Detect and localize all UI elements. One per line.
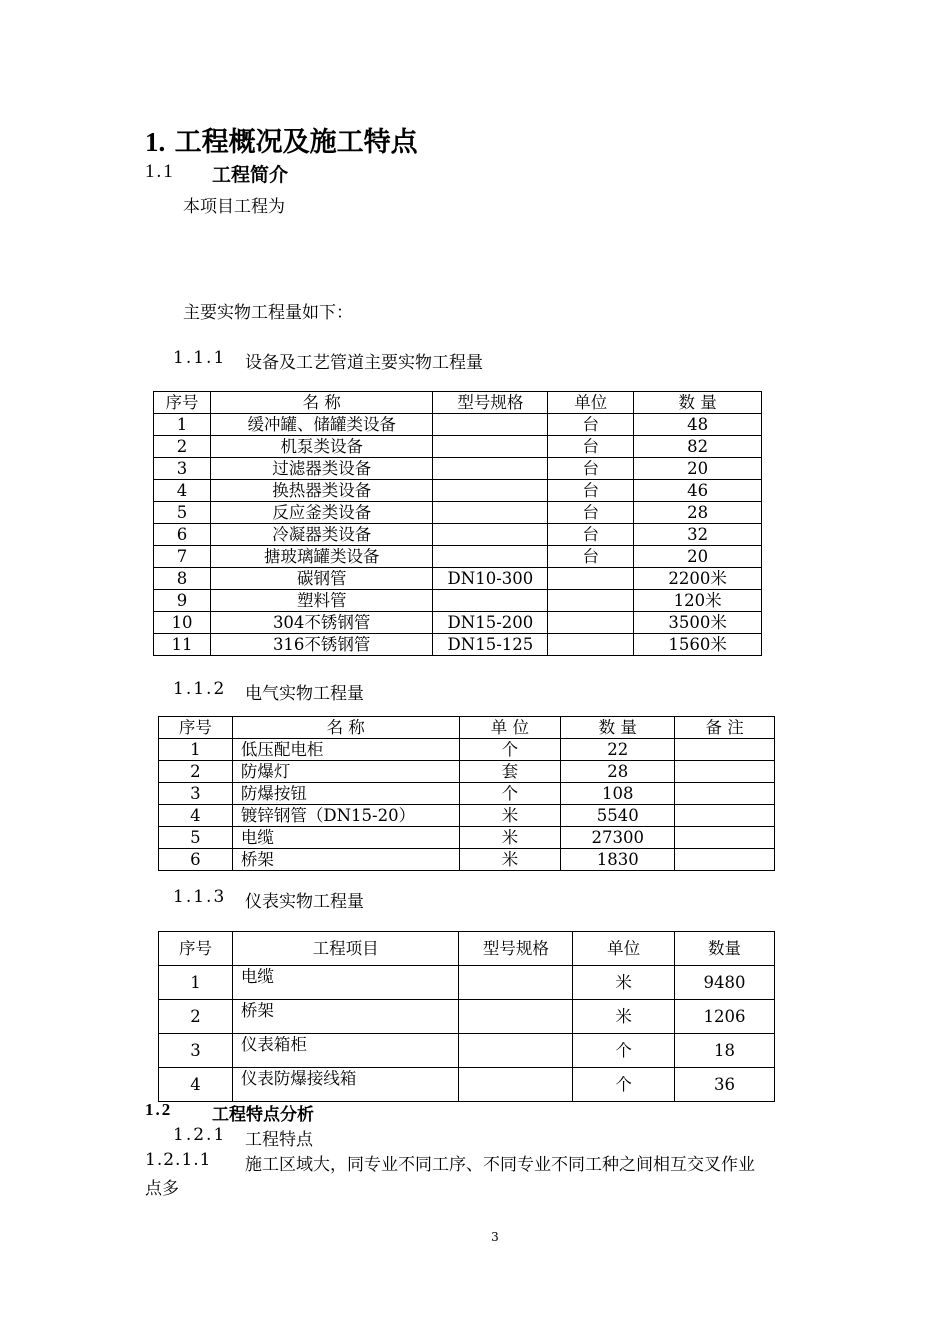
electrical-table: [158, 716, 775, 871]
table-cell: 7: [154, 546, 211, 568]
table-cell: 电缆: [232, 827, 459, 849]
section-1-1-number: 1.1: [145, 161, 175, 182]
table-cell: [459, 1000, 573, 1034]
table-cell: 换热器类设备: [210, 480, 433, 502]
table-cell: 台: [548, 436, 634, 458]
table-cell: 桥架: [232, 1000, 459, 1034]
table-row: [154, 590, 762, 612]
column-header: 序号: [159, 932, 233, 966]
section-1-1-1-title: 设备及工艺管道主要实物工程量: [245, 353, 483, 373]
table-cell: 3500米: [634, 612, 762, 634]
table-cell: 个: [573, 1068, 675, 1102]
table-cell: 电缆: [232, 966, 459, 1000]
table-cell: 2: [154, 436, 211, 458]
table-row: [159, 966, 775, 1000]
table-row: [159, 739, 775, 761]
table-cell: 搪玻璃罐类设备: [210, 546, 433, 568]
table-cell: [675, 761, 775, 783]
table-cell: [433, 436, 548, 458]
table-cell: [433, 590, 548, 612]
table-cell: 20: [634, 546, 762, 568]
column-header: 数 量: [634, 392, 762, 414]
table-cell: 3: [159, 1034, 233, 1068]
table-row: [159, 805, 775, 827]
table-cell: 米: [459, 849, 561, 871]
table-cell: 防爆按钮: [232, 783, 459, 805]
table-cell: 机泵类设备: [210, 436, 433, 458]
section-1-2-1-1-text: 施工区域大，同专业不同工序、不同专业不同工种之间相互交叉作业: [245, 1155, 755, 1175]
table-cell: 3: [154, 458, 211, 480]
table-cell: [675, 827, 775, 849]
page-number: 3: [491, 1230, 499, 1244]
table-cell: 120米: [634, 590, 762, 612]
table-cell: [433, 546, 548, 568]
section-1-2-1-1-number: 1.2.1.1: [145, 1150, 212, 1170]
section-1-1-heading: [145, 160, 289, 186]
section-1-2-title: 工程特点分析: [212, 1105, 314, 1125]
table-cell: 9480: [675, 966, 775, 1000]
section-1-1-title: 工程简介: [212, 164, 289, 186]
section-1-1-2-number: 1.1.2: [173, 679, 227, 699]
table-cell: 304不锈钢管: [210, 612, 433, 634]
table-cell: 1206: [675, 1000, 775, 1034]
column-header: 名 称: [232, 717, 459, 739]
section-1-number: 1.: [145, 127, 166, 157]
column-header: 备 注: [675, 717, 775, 739]
column-header: 单 位: [459, 717, 561, 739]
table-cell: 台: [548, 480, 634, 502]
table-header-row: [159, 717, 775, 739]
table-cell: 28: [634, 502, 762, 524]
table-cell: 缓冲罐、储罐类设备: [210, 414, 433, 436]
table-cell: 镀锌钢管（DN15-20）: [232, 805, 459, 827]
section-1-title: 工程概况及施工特点: [174, 127, 418, 158]
table-cell: 米: [459, 827, 561, 849]
table-cell: 11: [154, 634, 211, 656]
table-cell: 2: [159, 761, 233, 783]
table-cell: 1830: [561, 849, 675, 871]
section-1-2-number: 1.2: [145, 1100, 173, 1119]
section-1-2-heading: [145, 1100, 314, 1125]
table-cell: 8: [154, 568, 211, 590]
section-1-1-2-heading: [173, 679, 364, 704]
table-cell: 5540: [561, 805, 675, 827]
table-cell: 9: [154, 590, 211, 612]
table-cell: 6: [154, 524, 211, 546]
section-1-2-1-number: 1.2.1: [173, 1125, 227, 1145]
table-cell: 22: [561, 739, 675, 761]
table-row: [154, 436, 762, 458]
table-cell: 4: [154, 480, 211, 502]
table-cell: 48: [634, 414, 762, 436]
section-1-2-1-title: 工程特点: [245, 1130, 313, 1150]
column-header: 工程项目: [232, 932, 459, 966]
table-cell: 低压配电柜: [232, 739, 459, 761]
table-cell: [548, 612, 634, 634]
table-cell: 1560米: [634, 634, 762, 656]
table-cell: 个: [459, 783, 561, 805]
table-row: [159, 827, 775, 849]
table-cell: 27300: [561, 827, 675, 849]
table-cell: 4: [159, 805, 233, 827]
intro-paragraph: 本项目工程为: [183, 197, 285, 217]
table-cell: 米: [459, 805, 561, 827]
table-cell: 台: [548, 414, 634, 436]
table-row: [154, 568, 762, 590]
table-cell: DN15-200: [433, 612, 548, 634]
table-cell: 5: [154, 502, 211, 524]
section-1-1-1-heading: [173, 348, 483, 373]
table-cell: 米: [573, 966, 675, 1000]
section-1-1-3-number: 1.1.3: [173, 887, 227, 907]
table-cell: 4: [159, 1068, 233, 1102]
table-row: [154, 634, 762, 656]
table-row: [159, 783, 775, 805]
table-row: [159, 849, 775, 871]
section-1-1-3-heading: [173, 887, 364, 912]
table-header-row: [154, 392, 762, 414]
table-cell: 米: [573, 1000, 675, 1034]
column-header: 单位: [573, 932, 675, 966]
table-cell: DN15-125: [433, 634, 548, 656]
table-cell: 108: [561, 783, 675, 805]
table-cell: 32: [634, 524, 762, 546]
table-cell: [675, 849, 775, 871]
column-header: 数 量: [561, 717, 675, 739]
table-cell: 6: [159, 849, 233, 871]
table-cell: [459, 1068, 573, 1102]
table-cell: [433, 480, 548, 502]
table-cell: 台: [548, 546, 634, 568]
table-cell: [675, 805, 775, 827]
table-cell: 36: [675, 1068, 775, 1102]
table-cell: 82: [634, 436, 762, 458]
table-cell: 1: [154, 414, 211, 436]
table-cell: [548, 590, 634, 612]
table-cell: 1: [159, 966, 233, 1000]
table-cell: 18: [675, 1034, 775, 1068]
table-cell: 套: [459, 761, 561, 783]
table-cell: 个: [459, 739, 561, 761]
table-cell: 1: [159, 739, 233, 761]
table-cell: [433, 458, 548, 480]
table-cell: DN10-300: [433, 568, 548, 590]
table-cell: [459, 966, 573, 1000]
section-1-2-1-1-text-cont: 点多: [145, 1179, 179, 1199]
column-header: 名 称: [210, 392, 433, 414]
instrument-table: [158, 931, 775, 1102]
table-cell: [548, 568, 634, 590]
table-cell: [433, 414, 548, 436]
table-cell: 台: [548, 458, 634, 480]
table-row: [154, 546, 762, 568]
table-row: [154, 502, 762, 524]
table-cell: [675, 739, 775, 761]
table-cell: 5: [159, 827, 233, 849]
table-row: [159, 1034, 775, 1068]
column-header: 序号: [154, 392, 211, 414]
column-header: 型号规格: [433, 392, 548, 414]
section-1-2-1-heading: [173, 1125, 313, 1150]
table-cell: 10: [154, 612, 211, 634]
column-header: 序号: [159, 717, 233, 739]
table-cell: 3: [159, 783, 233, 805]
section-1-2-1-1-heading: [145, 1150, 755, 1175]
table-header-row: [159, 932, 775, 966]
table-row: [154, 480, 762, 502]
table-cell: 个: [573, 1034, 675, 1068]
table-row: [154, 612, 762, 634]
table-cell: [459, 1034, 573, 1068]
table-cell: 仪表防爆接线箱: [232, 1068, 459, 1102]
table-row: [159, 761, 775, 783]
section-1-1-2-title: 电气实物工程量: [245, 684, 364, 704]
table-cell: [433, 524, 548, 546]
table-cell: 台: [548, 502, 634, 524]
table-row: [154, 414, 762, 436]
table-cell: [548, 634, 634, 656]
equipment-table: [153, 391, 762, 656]
column-header: 型号规格: [459, 932, 573, 966]
table-cell: 反应釜类设备: [210, 502, 433, 524]
section-1-1-3-title: 仪表实物工程量: [245, 892, 364, 912]
table-cell: [433, 502, 548, 524]
column-header: 单位: [548, 392, 634, 414]
table-row: [159, 1000, 775, 1034]
table-cell: 桥架: [232, 849, 459, 871]
table-cell: 28: [561, 761, 675, 783]
table-cell: 碳钢管: [210, 568, 433, 590]
table-cell: 2200米: [634, 568, 762, 590]
table-cell: 冷凝器类设备: [210, 524, 433, 546]
table-cell: [675, 783, 775, 805]
column-header: 数量: [675, 932, 775, 966]
table-cell: 台: [548, 524, 634, 546]
table-row: [154, 458, 762, 480]
section-1-heading: [145, 120, 418, 159]
section-1-1-1-number: 1.1.1: [173, 348, 227, 368]
table-cell: 防爆灯: [232, 761, 459, 783]
table-row: [154, 524, 762, 546]
table-cell: 2: [159, 1000, 233, 1034]
table-cell: 316不锈钢管: [210, 634, 433, 656]
table-row: [159, 1068, 775, 1102]
table-cell: 过滤器类设备: [210, 458, 433, 480]
quantities-intro: 主要实物工程量如下：: [183, 303, 353, 323]
table-cell: 46: [634, 480, 762, 502]
table-cell: 仪表箱柜: [232, 1034, 459, 1068]
table-cell: 20: [634, 458, 762, 480]
table-cell: 塑料管: [210, 590, 433, 612]
